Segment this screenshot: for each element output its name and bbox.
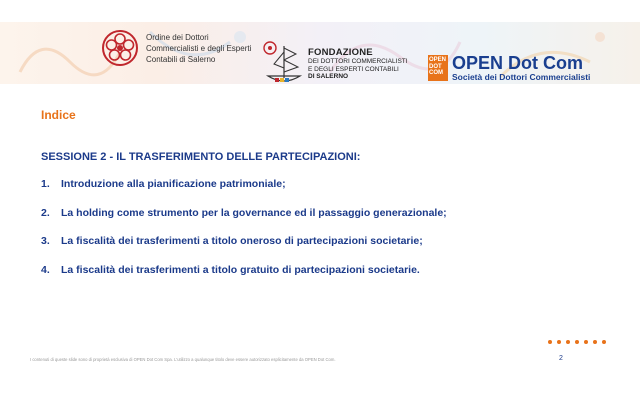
slide-heading: Indice (41, 108, 76, 122)
dot (566, 340, 570, 344)
agenda-item (41, 235, 447, 264)
agenda-item-text: La fiscalità dei trasferimenti a titolo oneroso di partecipazioni societarie; (61, 235, 423, 247)
footer-disclaimer: I contenuti di queste slide sono di proprietà esclusiva di OPEN Dot Com Spa. L'utilizzo a qualunque titolo deve essere autorizzato esplicitamente da OPEN Dot Com. (30, 357, 336, 362)
dot (557, 340, 561, 344)
opendotcom-title: OPEN Dot Com (452, 53, 584, 73)
agenda-item (41, 207, 447, 236)
decorative-dots (548, 340, 606, 344)
agenda-item-text: Introduzione alla pianificazione patrimoniale; (61, 178, 286, 190)
odcec-line1: Ordine dei Dottori (146, 32, 209, 42)
agenda-item-text: La fiscalità dei trasferimenti a titolo gratuito di partecipazioni societarie. (61, 263, 420, 276)
fondazione-line3: DI SALERNO (308, 73, 349, 81)
dot (602, 340, 606, 344)
agenda-item-text: La holding come strumento per la governance ed il passaggio generazionale; (61, 206, 447, 219)
odcec-line2: Commercialisti e degli Esperti (146, 43, 252, 53)
odcec-logo (100, 28, 251, 68)
fondazione-title: FONDAZIONE (308, 47, 373, 59)
opendotcom-logo (428, 54, 590, 82)
dot (575, 340, 579, 344)
dot (548, 340, 552, 344)
fondazione-line1: DEI DOTTORI COMMERCIALISTI (308, 58, 408, 66)
opendotcom-box: OPEN DOT COM (428, 55, 448, 81)
agenda-item (41, 178, 447, 207)
page-number: 2 (559, 355, 563, 362)
fondazione-logo (262, 40, 408, 88)
session-title: SESSIONE 2 - IL TRASFERIMENTO DELLE PARTECIPAZIONI: (41, 151, 361, 163)
opendotcom-subtitle: Società dei Dottori Commercialisti (452, 72, 591, 82)
agenda-item (41, 264, 447, 293)
ship-icon (262, 40, 304, 88)
agenda-list (41, 178, 447, 292)
agenda-item-number: 2. (41, 206, 50, 219)
agenda-item-number: 3. (41, 235, 50, 247)
agenda-item-number: 4. (41, 263, 50, 276)
dot (593, 340, 597, 344)
odcec-seal-icon (100, 28, 140, 68)
agenda-item-number: 1. (41, 178, 50, 190)
dot (584, 340, 588, 344)
odcec-line3: Contabili di Salerno (146, 54, 216, 64)
fondazione-line2: E DEGLI ESPERTI CONTABILI (308, 65, 399, 73)
